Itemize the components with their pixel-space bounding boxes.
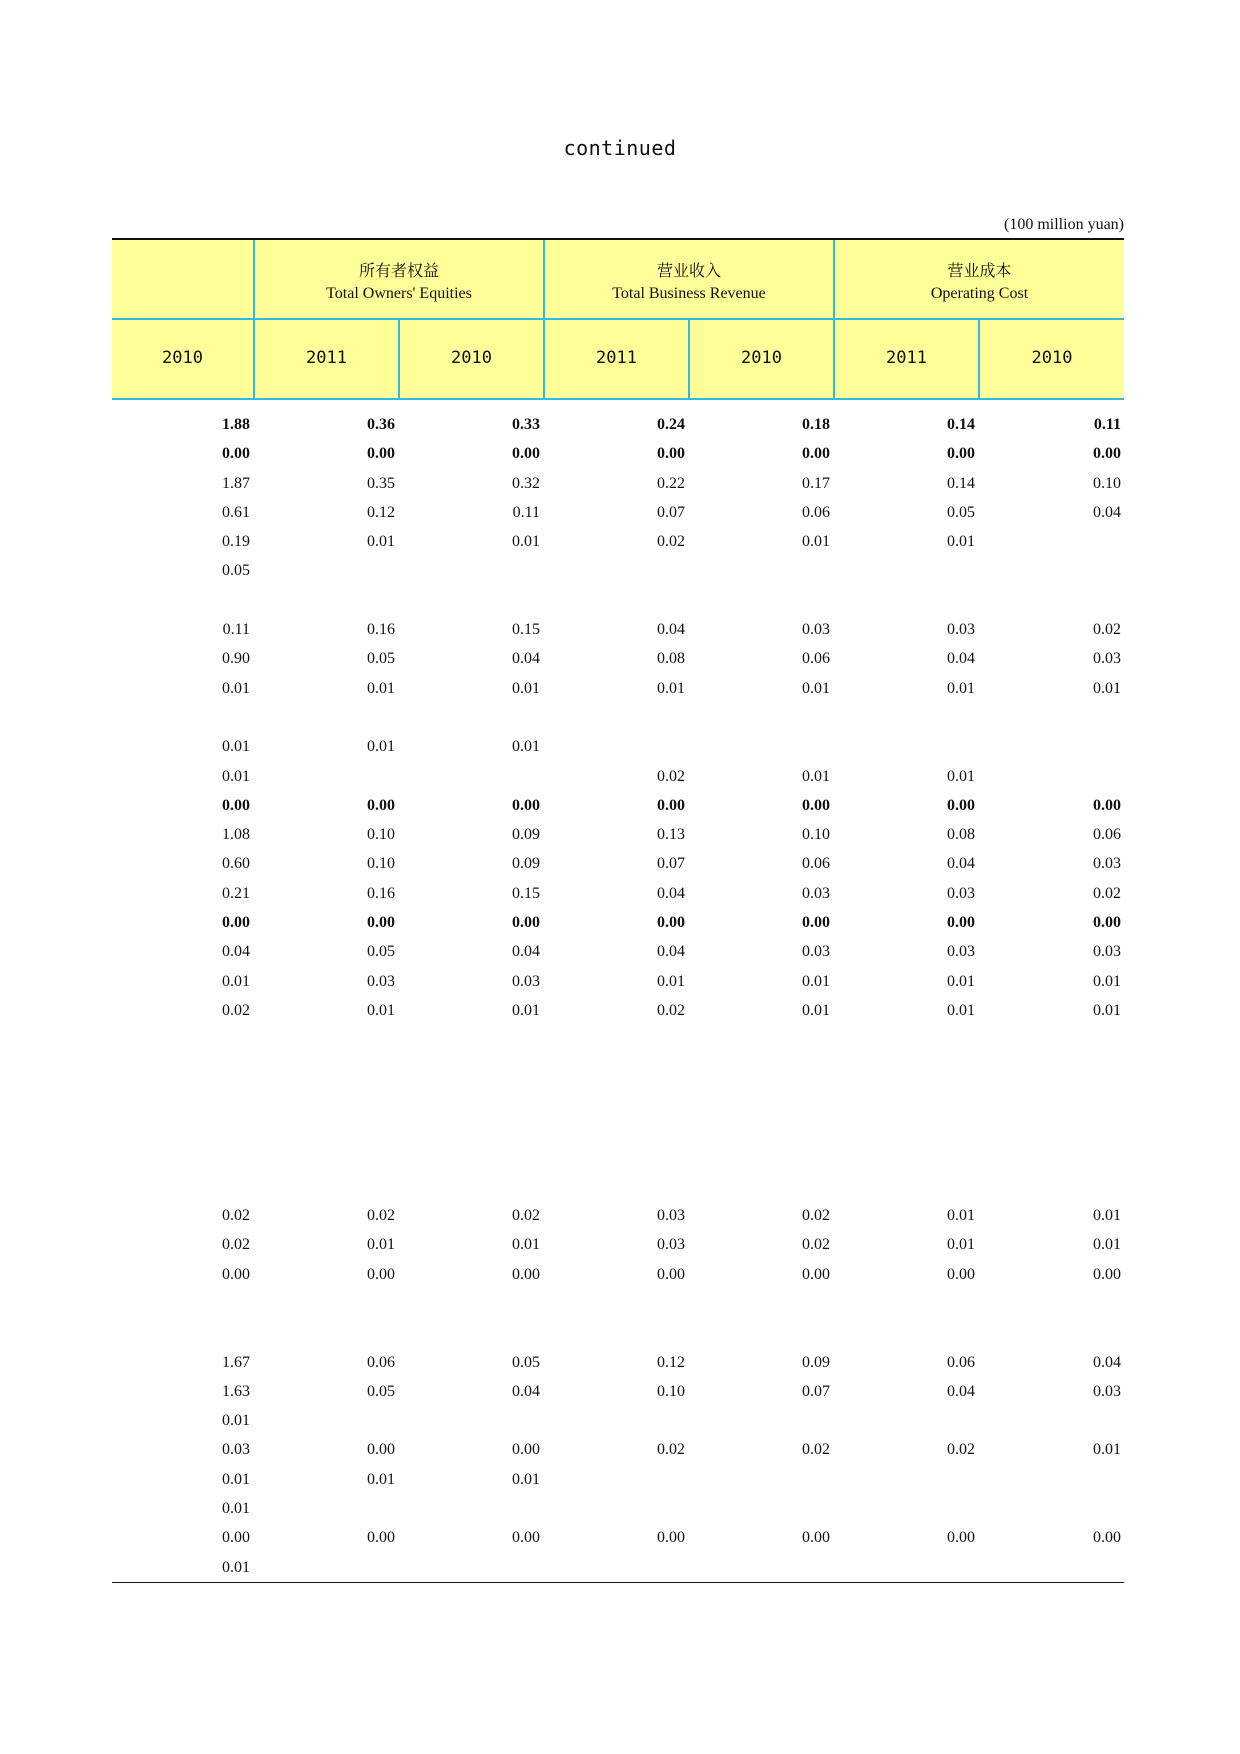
table-cell: 0.01	[512, 533, 540, 551]
group-header-en: Operating Cost	[930, 285, 1029, 302]
table-cell: 0.01	[1093, 972, 1121, 990]
table-row	[112, 1025, 1124, 1054]
table-row	[112, 820, 1124, 849]
table-cell: 0.03	[802, 884, 830, 902]
table-cell: 1.63	[222, 1382, 250, 1400]
table-cell: 0.01	[947, 1236, 975, 1254]
table-cell: 0.08	[947, 826, 975, 844]
table-cell: 0.02	[947, 1441, 975, 1459]
table-cell: 0.03	[222, 1441, 250, 1459]
table-cell: 0.01	[512, 679, 540, 697]
table-cell: 0.11	[512, 503, 540, 521]
table-row	[112, 1435, 1124, 1464]
table-cell: 0.01	[947, 972, 975, 990]
table-cell	[112, 1025, 1121, 1054]
year-header: 2011	[886, 348, 927, 368]
table-cell: 0.02	[222, 1236, 250, 1254]
page-title: continued	[563, 136, 677, 160]
table-row	[112, 1055, 1124, 1084]
table-cell	[112, 1553, 1121, 1582]
table-cell: 0.00	[512, 914, 540, 932]
group-header-owners-equities	[255, 240, 543, 318]
table-cell: 0.00	[802, 1265, 830, 1283]
table-cell: 0.01	[367, 1236, 395, 1254]
table-cell: 0.12	[367, 503, 395, 521]
table-cell: 0.17	[802, 474, 830, 492]
table-cell: 0.09	[512, 855, 540, 873]
table-cell: 0.03	[947, 884, 975, 902]
table-cell: 0.01	[947, 679, 975, 697]
table-cell	[112, 1406, 1121, 1435]
table-cell: 0.08	[657, 650, 685, 668]
table-cell: 0.02	[222, 1207, 250, 1225]
table-cell: 0.16	[367, 621, 395, 639]
table-cell: 0.24	[657, 416, 685, 433]
table-cell: 0.10	[367, 826, 395, 844]
table-cell: 0.04	[222, 943, 250, 961]
table-cell: 0.00	[1093, 1265, 1121, 1283]
table-row	[112, 908, 1124, 937]
table-cell: 0.01	[222, 738, 250, 756]
table-cell: 0.00	[802, 1529, 830, 1547]
table-cell: 0.07	[657, 855, 685, 873]
table-cell: 0.00	[367, 1441, 395, 1459]
table-cell: 0.13	[657, 826, 685, 844]
table-row	[112, 674, 1124, 703]
table-cell: 0.03	[657, 1207, 685, 1225]
table-row	[112, 586, 1124, 615]
table-cell: 0.01	[367, 738, 395, 756]
table-cell: 0.06	[802, 650, 830, 668]
table-cell: 0.00	[222, 914, 250, 932]
table-cell: 0.06	[802, 503, 830, 521]
table-row	[112, 1113, 1124, 1142]
table-cell: 0.02	[802, 1441, 830, 1459]
table-cell: 0.00	[947, 1265, 975, 1283]
table-cell: 0.01	[222, 767, 250, 785]
group-header-en: Total Business Revenue	[612, 285, 766, 302]
table-cell: 0.10	[657, 1382, 685, 1400]
table-cell: 0.36	[367, 416, 395, 433]
table-cell: 0.14	[947, 416, 975, 433]
table-cell: 0.12	[657, 1353, 685, 1371]
table-body	[112, 400, 1124, 1582]
table-cell: 0.01	[947, 767, 975, 785]
table-cell: 0.00	[657, 796, 685, 814]
table-cell	[112, 1142, 1121, 1171]
table-cell	[112, 586, 1121, 615]
table-cell: 0.00	[1093, 445, 1121, 463]
table-cell: 0.90	[222, 650, 250, 668]
table-cell: 0.02	[657, 767, 685, 785]
table-cell: 0.00	[512, 1265, 540, 1283]
table-cell: 0.00	[1093, 914, 1121, 932]
table-cell: 0.09	[802, 1353, 830, 1371]
table-cell: 0.21	[222, 884, 250, 902]
table-cell: 0.06	[802, 855, 830, 873]
table-cell: 0.01	[802, 972, 830, 990]
table-row	[112, 644, 1124, 673]
table-row	[112, 1142, 1124, 1171]
table-cell: 0.00	[657, 445, 685, 463]
table-cell: 0.00	[657, 1265, 685, 1283]
table-cell	[112, 762, 1121, 791]
table-cell: 0.06	[947, 1353, 975, 1371]
table-cell: 0.04	[657, 621, 685, 639]
table-cell: 0.05	[367, 943, 395, 961]
table-row	[112, 1406, 1124, 1435]
table-cell: 0.03	[1093, 855, 1121, 873]
table-cell: 0.04	[1093, 1353, 1121, 1371]
table-cell: 0.00	[367, 1529, 395, 1547]
table-cell: 0.03	[1093, 1382, 1121, 1400]
table-cell: 0.05	[367, 650, 395, 668]
table-cell: 0.11	[222, 621, 250, 639]
table-cell: 0.03	[802, 943, 830, 961]
table-cell: 0.03	[802, 621, 830, 639]
table-cell: 0.22	[657, 474, 685, 492]
table-cell: 0.14	[947, 474, 975, 492]
table-cell: 0.02	[512, 1207, 540, 1225]
table-cell: 0.01	[512, 1236, 540, 1254]
table-cell: 0.02	[657, 1001, 685, 1019]
table-cell: 0.04	[1093, 503, 1121, 521]
table-cell: 0.00	[802, 445, 830, 463]
table-cell: 0.01	[1093, 1001, 1121, 1019]
table-cell: 0.01	[222, 679, 250, 697]
table-cell: 0.01	[222, 1470, 250, 1488]
group-header-operating-cost	[835, 240, 1124, 318]
table-cell	[112, 527, 1121, 556]
table-cell: 0.01	[367, 1001, 395, 1019]
table-cell: 0.00	[512, 1441, 540, 1459]
table-row	[112, 1377, 1124, 1406]
table-row	[112, 1201, 1124, 1230]
table-cell	[112, 1084, 1121, 1113]
table-row	[112, 791, 1124, 820]
table-cell: 0.35	[367, 474, 395, 492]
table-cell: 0.01	[512, 738, 540, 756]
table-cell: 1.88	[222, 416, 250, 433]
table-row	[112, 556, 1124, 585]
table-row	[112, 1553, 1124, 1582]
table-cell: 0.00	[512, 1529, 540, 1547]
table-cell	[112, 1289, 1121, 1318]
table-cell: 1.87	[222, 474, 250, 492]
table-cell: 0.01	[512, 1001, 540, 1019]
table-cell: 0.00	[947, 445, 975, 463]
group-header-en: Total Owners' Equities	[326, 285, 472, 302]
table-cell: 0.18	[802, 416, 830, 433]
table-cell: 0.15	[512, 884, 540, 902]
table-cell	[112, 1318, 1121, 1347]
bottom-rule	[112, 1582, 1124, 1583]
table-row	[112, 849, 1124, 878]
table-cell: 0.07	[657, 503, 685, 521]
table-cell: 0.09	[512, 826, 540, 844]
table-cell: 0.02	[657, 533, 685, 551]
table-cell: 0.00	[222, 1529, 250, 1547]
table-row	[112, 527, 1124, 556]
table-cell	[112, 1113, 1121, 1142]
table-cell: 0.01	[1093, 1236, 1121, 1254]
table-cell: 0.00	[222, 796, 250, 814]
table-row	[112, 1084, 1124, 1113]
table-cell: 0.15	[512, 621, 540, 639]
year-header: 2010	[741, 348, 782, 368]
table-cell: 0.02	[222, 1001, 250, 1019]
table-cell: 0.00	[1093, 796, 1121, 814]
table-cell: 0.01	[802, 533, 830, 551]
table-row	[112, 1348, 1124, 1377]
table-cell: 0.00	[222, 1265, 250, 1283]
table-cell: 0.05	[947, 503, 975, 521]
table-row	[112, 732, 1124, 761]
group-header-cn: 营业收入	[656, 261, 721, 280]
table-row	[112, 1523, 1124, 1552]
table-cell: 0.04	[947, 650, 975, 668]
table-cell: 0.07	[802, 1382, 830, 1400]
table-row	[112, 879, 1124, 908]
table-cell: 0.06	[1093, 826, 1121, 844]
table-header	[112, 240, 1124, 400]
table-cell	[112, 732, 1121, 761]
table-cell: 0.01	[657, 972, 685, 990]
year-header: 2010	[162, 348, 203, 368]
table-cell: 0.04	[512, 650, 540, 668]
table-cell: 0.00	[512, 796, 540, 814]
table-cell: 0.04	[512, 1382, 540, 1400]
group-header-business-revenue	[545, 240, 833, 318]
table-cell: 0.03	[367, 972, 395, 990]
table-cell: 0.05	[512, 1353, 540, 1371]
table-row	[112, 498, 1124, 527]
table-row	[112, 1318, 1124, 1347]
table-cell: 0.02	[1093, 621, 1121, 639]
table-cell: 0.04	[657, 943, 685, 961]
table-row	[112, 410, 1124, 439]
table-row	[112, 439, 1124, 468]
table-cell: 0.00	[512, 445, 540, 463]
table-cell: 0.00	[657, 914, 685, 932]
table-row	[112, 1260, 1124, 1289]
table-row	[112, 1289, 1124, 1318]
table-cell: 0.02	[802, 1207, 830, 1225]
table-cell	[112, 1172, 1121, 1201]
table-cell: 0.01	[802, 1001, 830, 1019]
table-cell: 0.01	[657, 679, 685, 697]
table-cell: 0.01	[802, 767, 830, 785]
table-cell: 0.01	[1093, 1441, 1121, 1459]
table-cell: 0.02	[802, 1236, 830, 1254]
table-cell: 1.67	[222, 1353, 250, 1371]
table-cell: 0.06	[367, 1353, 395, 1371]
table-cell: 0.10	[1093, 474, 1121, 492]
table-cell: 0.00	[802, 796, 830, 814]
table-cell: 0.11	[1093, 416, 1121, 433]
table-cell: 0.00	[947, 914, 975, 932]
table-cell: 0.00	[947, 796, 975, 814]
data-table	[112, 238, 1124, 1583]
table-cell: 1.08	[222, 826, 250, 844]
table-cell: 0.33	[512, 416, 540, 433]
table-cell: 0.02	[1093, 884, 1121, 902]
table-cell: 0.01	[222, 1499, 250, 1517]
table-cell: 0.61	[222, 503, 250, 521]
table-cell	[112, 1465, 1121, 1494]
table-row	[112, 1230, 1124, 1259]
table-cell: 0.32	[512, 474, 540, 492]
table-cell: 0.01	[1093, 1207, 1121, 1225]
year-header: 2011	[596, 348, 637, 368]
table-cell	[112, 1494, 1121, 1523]
year-header: 2011	[306, 348, 347, 368]
table-cell: 0.00	[367, 914, 395, 932]
table-cell: 0.19	[222, 533, 250, 551]
table-cell: 0.03	[947, 943, 975, 961]
table-cell: 0.00	[367, 796, 395, 814]
table-cell: 0.02	[367, 1207, 395, 1225]
table-row	[112, 615, 1124, 644]
table-cell: 0.01	[947, 1207, 975, 1225]
table-cell: 0.04	[947, 855, 975, 873]
table-cell: 0.00	[367, 445, 395, 463]
table-row	[112, 1465, 1124, 1494]
group-header-cn: 所有者权益	[358, 261, 439, 280]
table-cell: 0.01	[947, 533, 975, 551]
table-cell: 0.00	[802, 914, 830, 932]
table-cell	[112, 703, 1121, 732]
table-cell: 0.03	[1093, 650, 1121, 668]
table-row	[112, 1172, 1124, 1201]
table-cell: 0.05	[222, 562, 250, 580]
table-cell: 0.01	[367, 1470, 395, 1488]
table-row	[112, 996, 1124, 1025]
table-cell: 0.05	[367, 1382, 395, 1400]
table-cell	[112, 1055, 1121, 1084]
table-cell: 0.02	[657, 1441, 685, 1459]
table-cell: 0.00	[947, 1529, 975, 1547]
table-row	[112, 703, 1124, 732]
table-cell: 0.03	[1093, 943, 1121, 961]
table-cell: 0.60	[222, 855, 250, 873]
table-cell: 0.01	[947, 1001, 975, 1019]
table-cell: 0.01	[1093, 679, 1121, 697]
year-header: 2010	[451, 348, 492, 368]
table-cell: 0.04	[947, 1382, 975, 1400]
table-cell: 0.01	[367, 533, 395, 551]
table-cell: 0.01	[222, 1412, 250, 1430]
group-header-cn: 营业成本	[947, 261, 1012, 280]
table-cell: 0.01	[367, 679, 395, 697]
table-cell: 0.00	[657, 1529, 685, 1547]
table-row	[112, 469, 1124, 498]
table-cell: 0.01	[802, 679, 830, 697]
table-cell: 0.00	[367, 1265, 395, 1283]
table-cell: 0.10	[802, 826, 830, 844]
table-cell: 0.03	[947, 621, 975, 639]
unit-label: (100 million yuan)	[1004, 216, 1124, 233]
table-cell: 0.01	[222, 1558, 250, 1576]
table-cell: 0.10	[367, 855, 395, 873]
table-cell: 0.04	[657, 884, 685, 902]
table-cell: 0.03	[657, 1236, 685, 1254]
table-row	[112, 1494, 1124, 1523]
table-cell: 0.16	[367, 884, 395, 902]
table-cell: 0.01	[222, 972, 250, 990]
table-cell: 0.03	[512, 972, 540, 990]
table-row	[112, 937, 1124, 966]
table-cell: 0.04	[512, 943, 540, 961]
table-cell	[112, 556, 1121, 585]
table-cell: 0.00	[222, 445, 250, 463]
table-row	[112, 967, 1124, 996]
year-header: 2010	[1031, 348, 1073, 368]
table-cell: 0.01	[512, 1470, 540, 1488]
table-cell: 0.00	[1093, 1529, 1121, 1547]
table-row	[112, 762, 1124, 791]
